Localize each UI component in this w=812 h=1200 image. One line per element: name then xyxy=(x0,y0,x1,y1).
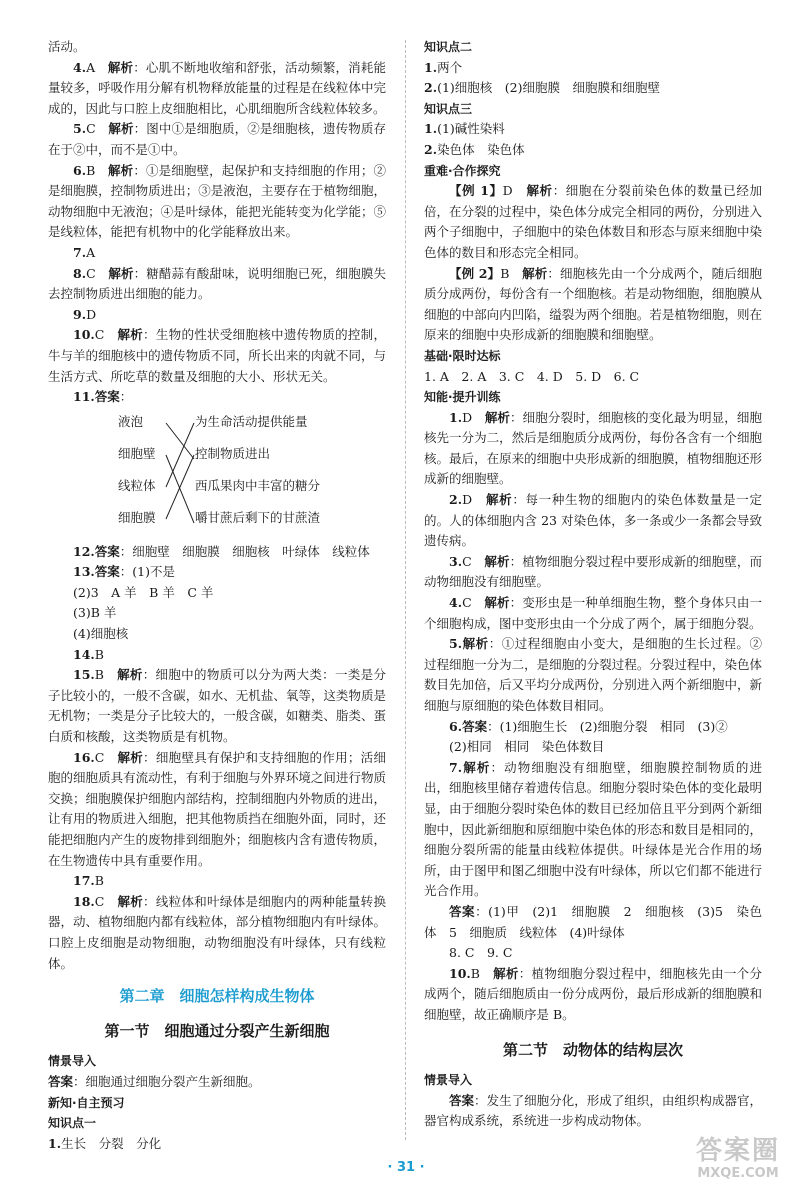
training-7: 7.解析：动物细胞没有细胞壁，细胞膜控制物质的进出，细胞核里储存着遗传信息。细胞分裂时染色体的变化最明显，由于细胞分裂时染色体的数目已经加倍且平分到两个新细胞中，因此新细胞和原细胞中染色体的形态和数目是相同的，细胞分裂所需的能量由线粒体提供。叶绿体是光合作用的场所，由于图甲和图乙细胞中没有叶绿体，所以它们都不能进行光合作用。 xyxy=(424,759,762,899)
answer-13: 13.答案：(1)不是 xyxy=(73,564,175,580)
knowledge-point-1: 知识点一 xyxy=(48,1116,97,1131)
chapter-title: 第二章 细胞怎样构成生物体 xyxy=(119,987,315,1006)
basic-answers: 1. A 2. A 3. C 4. D 5. D 6. C xyxy=(424,368,640,384)
scene-intro-title: 情景导入 xyxy=(48,1054,97,1069)
answer-16: 16.C 解析：细胞壁具有保护和支持细胞的作用；活细胞的细胞质具有流动性，有利于细胞与外界环境之间进行物质交换；细胞膜保护细胞内部结构，控制细胞内外物质的进出，让有用的物质进入细胞，把其他物质挡在细胞外面，同时，还能把细胞内产生的废物排到细胞外；细胞核内含有遗传物质，在生物遗传中具有重要作用。 xyxy=(48,749,386,868)
answer-13-line4: (4)细胞核 xyxy=(73,626,129,642)
training-5: 5.解析：①过程细胞由小变大，是细胞的生长过程。②过程细胞一分为二，是细胞的分裂过程。分裂过程中，染色体数目先加倍，后又平均分成两份，分别进入两个新细胞中，新细胞与原细胞的染色体数目相同。 xyxy=(424,636,762,713)
training-8-9: 8. C 9. C xyxy=(449,945,513,961)
example-1: 【例 1】D 解析：细胞在分裂前染色体的数量已经加倍，在分裂的过程中，染色体分成完全相同的两份，分别进入两个子细胞中，子细胞中的染色体数目和形态与原来细胞中染色体的数目和形态完全相同。 xyxy=(424,183,762,260)
kp2-answer-1: 1.两个 xyxy=(424,59,463,75)
match-right-item: 西瓜果肉中丰富的糖分 xyxy=(195,477,321,493)
match-right-item: 为生命活动提供能量 xyxy=(195,413,308,429)
basic-title: 基础·限时达标 xyxy=(424,348,501,363)
match-line-mitochondria xyxy=(166,423,194,487)
answer-12: 12.答案：细胞壁 细胞膜 细胞核 叶绿体 线粒体 xyxy=(73,543,370,559)
left-column xyxy=(48,37,386,1154)
kp3-answer-1: 1.(1)碱性染料 xyxy=(424,121,505,137)
training-6: 6.答案：(1)细胞生长 (2)细胞分裂 相同 (3)② xyxy=(449,718,728,734)
match-left-item: 细胞膜 xyxy=(118,509,156,525)
column-divider xyxy=(405,40,406,1140)
training-4: 4.C 解析：变形虫是一种单细胞生物，整个身体只由一个细胞构成，图中变形虫由一个分成了两个，属于细胞分裂。 xyxy=(424,595,762,631)
answer-14: 14.B xyxy=(73,646,104,662)
answer-15: 15.B 解析：细胞中的物质可以分为两大类：一类是分子比较小的，一般不含碳，如水、无机盐、氧等，这类物质是无机物；一类是分子比较大的，一般含碳，如糖类、脂类、蛋白质和核酸，这类物质是有机物。 xyxy=(48,667,386,745)
right-column xyxy=(424,37,762,1132)
answer-9: 9.D xyxy=(73,306,97,322)
training-7-answer: 答案：(1)甲 (2)1 细胞膜 2 细胞核 (3)5 染色体 5 细胞质 线粒体 (4)叶绿体 xyxy=(424,903,762,940)
answer-13-line2: (2)3 A 羊 B 羊 C 羊 xyxy=(73,584,214,600)
answer-5: 5.C 解析：图中①是细胞质，②是细胞核，遗传物质存在于②中，而不是①中。 xyxy=(48,121,386,157)
answer-4: 4.A 解析：心肌不断地收缩和舒张，活动频繁，消耗能量较多，呼吸作用分解有机物释放能量的过程是在线粒体中完成的，因此与口腔上皮细胞相比，心肌细胞所含线粒体较多。 xyxy=(48,59,386,116)
scene-intro-answer: 答案：细胞通过细胞分裂产生新细胞。 xyxy=(48,1073,261,1089)
page-number: · 31 · xyxy=(387,1160,425,1175)
answer-7: 7.A xyxy=(73,244,96,260)
watermark-url: MXQE.COM xyxy=(697,1166,779,1181)
knowledge-point-3: 知识点三 xyxy=(424,101,473,116)
answer-11: 11.答案： xyxy=(73,389,133,405)
match-left-item: 细胞壁 xyxy=(118,445,156,461)
kp3-answer-2: 2.染色体 染色体 xyxy=(424,141,525,157)
improve-title: 知能·提升训练 xyxy=(424,390,501,405)
kp2-answer-2: 2.(1)细胞核 (2)细胞膜 细胞膜和细胞壁 xyxy=(424,80,660,96)
example-2: 【例 2】B 解析：细胞核先由一个分成两个，随后细胞质分成两份，每份含有一个细胞核。若是动物细胞，细胞膜从细胞的中部向内凹陷，缢裂为两个细胞。若是植物细胞，则在原来的细胞中央形成新的细胞膜和细胞壁。 xyxy=(424,265,762,343)
match-line-vacuole xyxy=(166,423,194,459)
answer-18: 18.C 解析：线粒体和叶绿体是细胞内的两种能量转换器，动、植物细胞内都有线粒体，部分植物细胞内有叶绿体。口腔上皮细胞是动物细胞，动物细胞没有叶绿体，只有线粒体。 xyxy=(48,893,386,971)
match-left-item: 液泡 xyxy=(118,413,144,429)
match-right-item: 嚼甘蔗后剩下的甘蔗渣 xyxy=(195,509,321,525)
answer-10: 10.C 解析：生物的性状受细胞核中遗传物质的控制，牛与羊的细胞核中的遗传物质不同，所长出来的肉就不同，与生活方式、所吃草的数量及细胞的大小、形状无关。 xyxy=(48,327,386,384)
training-1: 1.D 解析：细胞分裂时，细胞核的变化最为明显，细胞核先一分为二，然后是细胞质分成两份，每份各含有一个细胞核。最后，在原来的细胞中央形成新的细胞膜，植物细胞还形成新的细胞壁。 xyxy=(424,409,762,487)
continued-text: 活动。 xyxy=(48,39,86,54)
match-right-item: 控制物质进出 xyxy=(195,445,271,461)
answer-13-line3: (3)B 羊 xyxy=(73,605,117,621)
kp1-answer: 1.生长 分裂 分化 xyxy=(48,1135,162,1151)
training-2: 2.D 解析：每一种生物的细胞内的染色体数量是一定的。人的体细胞内含 23 对染色体，多一条或少一条都会导致遗传病。 xyxy=(424,492,762,549)
scene-intro-2-answer: 答案：发生了细胞分化，形成了组织，由组织构成器官，器官构成系统，系统进一步构成动物体。 xyxy=(424,1092,762,1129)
answer-8: 8.C 解析：糖醋蒜有酸甜味，说明细胞已死，细胞膜失去控制物质进出细胞的能力。 xyxy=(48,265,386,302)
scene-intro-2-title: 情景导入 xyxy=(424,1073,473,1088)
training-6-line2: (2)相同 相同 染色体数目 xyxy=(449,739,605,755)
watermark-logo xyxy=(678,1136,798,1188)
matching-diagram xyxy=(48,410,386,540)
knowledge-point-2: 知识点二 xyxy=(424,40,473,54)
answer-17: 17.B xyxy=(73,873,104,889)
section-title: 第一节 细胞通过分裂产生新细胞 xyxy=(104,1021,330,1040)
training-10: 10.B 解析：植物细胞分裂过程中，细胞核先由一个分成两个，随后细胞质由一份分成两份，最后形成新的细胞膜和细胞壁，故正确顺序是 B。 xyxy=(424,965,762,1022)
watermark-text: 答案圈 xyxy=(695,1136,780,1166)
preview-title: 新知·自主预习 xyxy=(48,1095,125,1110)
training-3: 3.C 解析：植物细胞分裂过程中要形成新的细胞壁，而动物细胞没有细胞壁。 xyxy=(424,553,762,590)
key-difficult-title: 重难·合作探究 xyxy=(424,163,501,178)
section-2-title: 第二节 动物体的结构层次 xyxy=(502,1040,683,1059)
answer-6: 6.B 解析：①是细胞壁，起保护和支持细胞的作用；②是细胞膜，控制物质进出；③是液泡，主要存在于植物细胞，动物细胞中无液泡；④是叶绿体，能把光能转变为化学能；⑤是线粒体，能把有机物中的化学能释放出来。 xyxy=(48,162,386,240)
match-left-item: 线粒体 xyxy=(118,477,156,493)
